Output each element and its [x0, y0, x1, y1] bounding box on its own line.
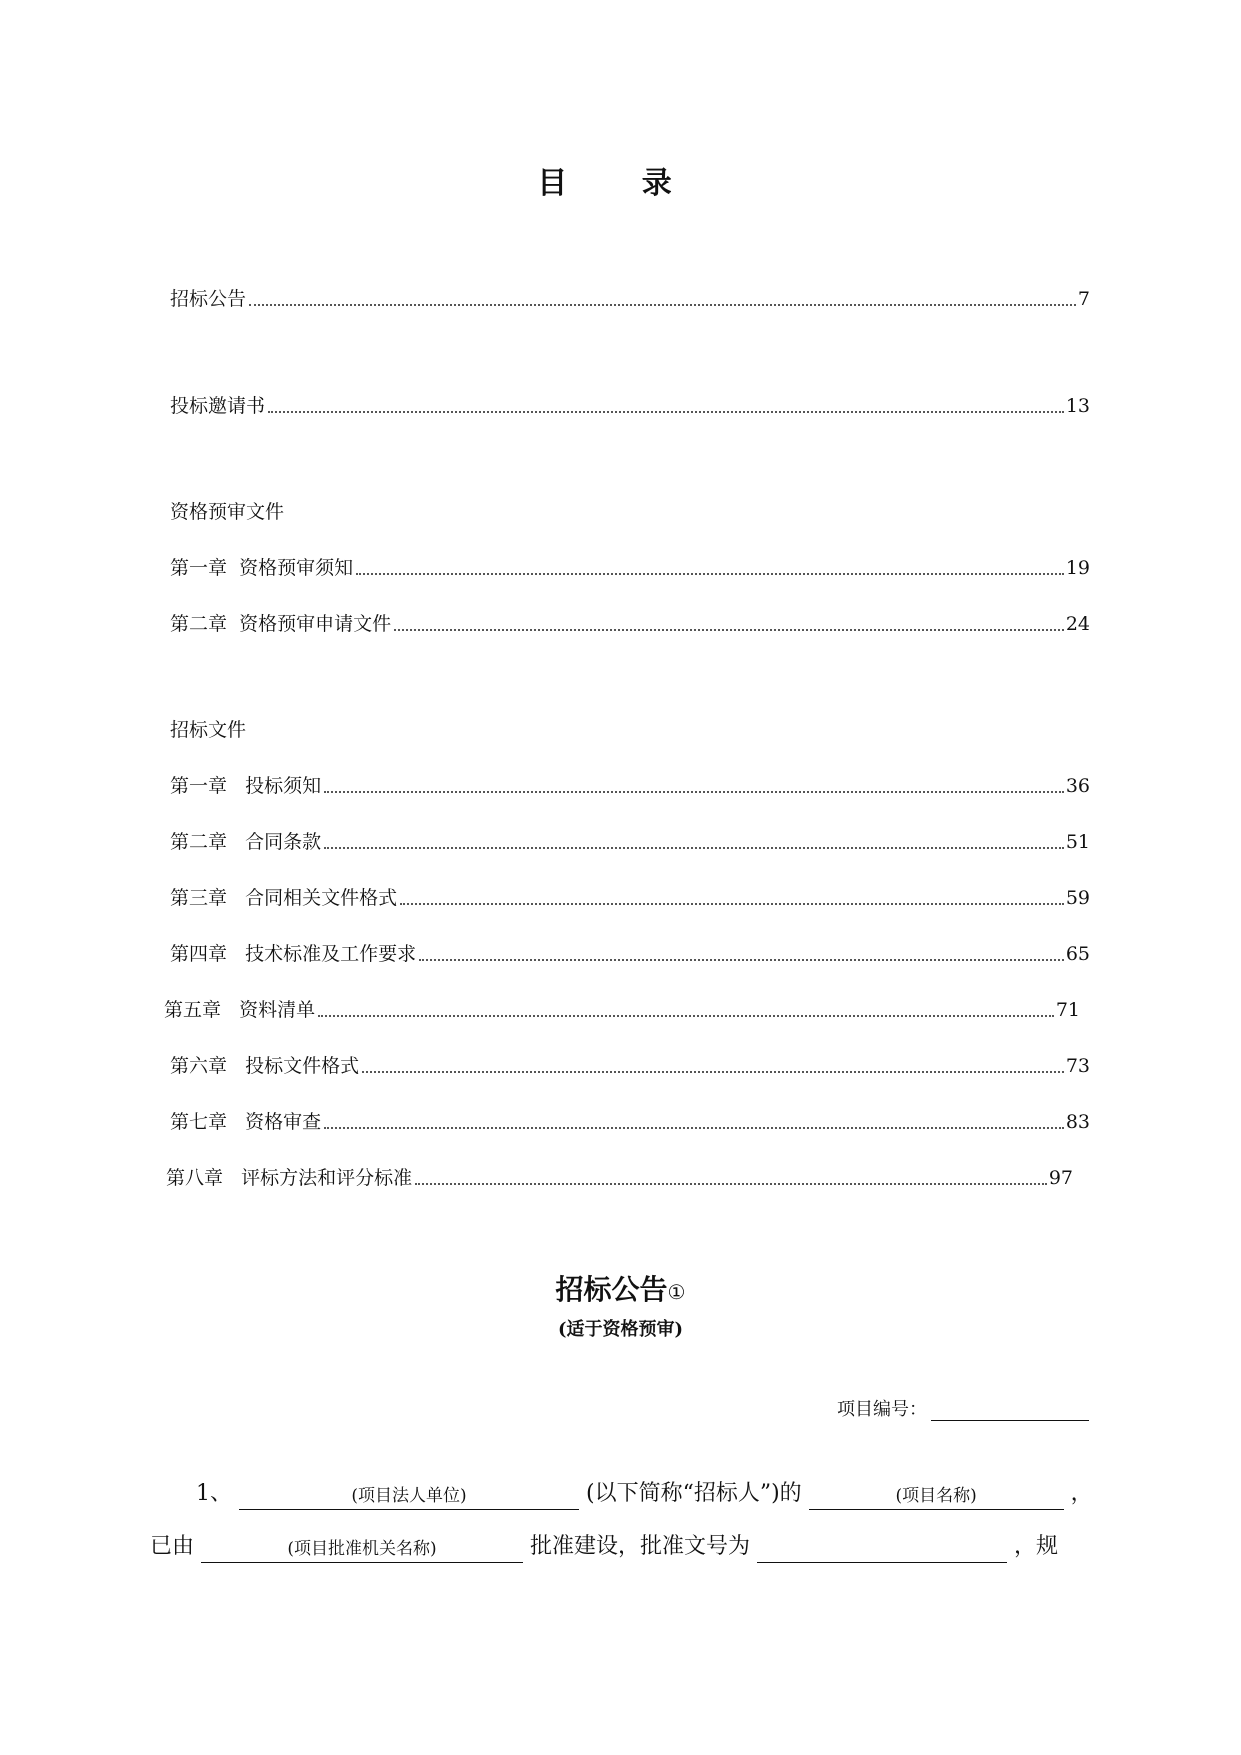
- toc-leader-dots: [415, 1183, 1047, 1185]
- toc-entry-label: 第一章 投标须知: [170, 775, 322, 797]
- toc-section-heading: 资格预审文件: [170, 501, 285, 523]
- toc-leader-dots: [400, 903, 1064, 905]
- toc-leader-dots: [318, 1015, 1054, 1017]
- toc-entry[interactable]: [170, 553, 1090, 583]
- toc-entry-page: 13: [1065, 395, 1090, 417]
- toc-leader-dots: [356, 573, 1064, 575]
- project-number-blank[interactable]: [931, 1398, 1089, 1421]
- toc-entry[interactable]: [170, 939, 1090, 969]
- toc-entry[interactable]: [170, 883, 1090, 913]
- toc-entry-label: 第二章 合同条款: [170, 831, 322, 853]
- toc-leader-dots: [419, 959, 1064, 961]
- paragraph-line-1: [196, 1478, 1093, 1510]
- notice-subtitle: (适于资格预审): [557, 1319, 684, 1340]
- paragraph-text: 已由: [150, 1534, 195, 1559]
- project-number: [837, 1395, 1089, 1421]
- toc-entry[interactable]: [170, 1051, 1090, 1081]
- project-name-blank[interactable]: (项目名称): [809, 1483, 1064, 1510]
- toc-entry[interactable]: [166, 1163, 1073, 1193]
- toc-entry-label: 第二章 资格预审申请文件: [170, 613, 392, 635]
- paragraph-text: ，规: [1014, 1534, 1059, 1559]
- toc-entry-page: 51: [1065, 831, 1090, 853]
- toc-entry-label: 第三章 合同相关文件格式: [170, 887, 398, 909]
- paragraph-text: 批准建设，批准文号为: [530, 1534, 751, 1559]
- toc-leader-dots: [324, 791, 1064, 793]
- toc-entry[interactable]: [170, 284, 1090, 314]
- toc-entry[interactable]: [170, 771, 1090, 801]
- paragraph-line-2: [150, 1531, 1058, 1563]
- toc-entry-label: 招标公告: [170, 288, 247, 310]
- toc-entry[interactable]: [164, 995, 1080, 1025]
- toc-leader-dots: [324, 1127, 1064, 1129]
- footnote-mark: ①: [667, 1280, 686, 1304]
- approval-number-blank[interactable]: [757, 1562, 1007, 1563]
- toc-entry-page: 59: [1065, 887, 1090, 909]
- toc-entry[interactable]: [170, 391, 1090, 421]
- project-number-label: 项目编号：: [837, 1399, 927, 1420]
- toc-entry[interactable]: [170, 609, 1090, 639]
- toc-entry-page: 19: [1065, 557, 1090, 579]
- toc-entry-label: 第六章 投标文件格式: [170, 1055, 360, 1077]
- toc-entry[interactable]: [170, 827, 1090, 857]
- paragraph-number: 1、: [196, 1481, 232, 1506]
- toc-leader-dots: [249, 304, 1076, 306]
- toc-entry-label: 第七章 资格审查: [170, 1111, 322, 1133]
- toc-entry[interactable]: [170, 1107, 1090, 1137]
- toc-leader-dots: [362, 1071, 1064, 1073]
- paragraph-text: (以下简称“招标人”)的: [586, 1481, 802, 1506]
- toc-leader-dots: [268, 411, 1064, 413]
- notice-title-text: 招标公告: [555, 1273, 668, 1306]
- toc-entry-label: 投标邀请书: [170, 395, 266, 417]
- toc-entry-label: 第一章 资格预审须知: [170, 557, 354, 579]
- toc-entry-page: 24: [1065, 613, 1090, 635]
- toc-section-heading: 招标文件: [170, 719, 247, 741]
- toc-entry-page: 65: [1065, 943, 1090, 965]
- toc-entry-label: 第八章 评标方法和评分标准: [166, 1167, 413, 1189]
- owner-blank[interactable]: (项目法人单位): [239, 1483, 579, 1510]
- toc-entry-label: 第五章 资料清单: [164, 999, 316, 1021]
- toc-entry-page: 73: [1065, 1055, 1090, 1077]
- toc-entry-page: 97: [1048, 1167, 1073, 1189]
- toc-entry-page: 36: [1065, 775, 1090, 797]
- toc-leader-dots: [394, 629, 1064, 631]
- approval-authority-blank[interactable]: (项目批准机关名称): [201, 1536, 523, 1563]
- toc-entry-page: 71: [1055, 999, 1080, 1021]
- toc-entry-page: 83: [1065, 1111, 1090, 1133]
- toc-entry-page: 7: [1077, 288, 1090, 310]
- paragraph-punctuation: ，: [1070, 1481, 1093, 1506]
- toc-title: 目 录: [537, 166, 704, 201]
- toc-leader-dots: [324, 847, 1064, 849]
- toc-entry-label: 第四章 技术标准及工作要求: [170, 943, 417, 965]
- notice-title: [0, 1268, 1241, 1308]
